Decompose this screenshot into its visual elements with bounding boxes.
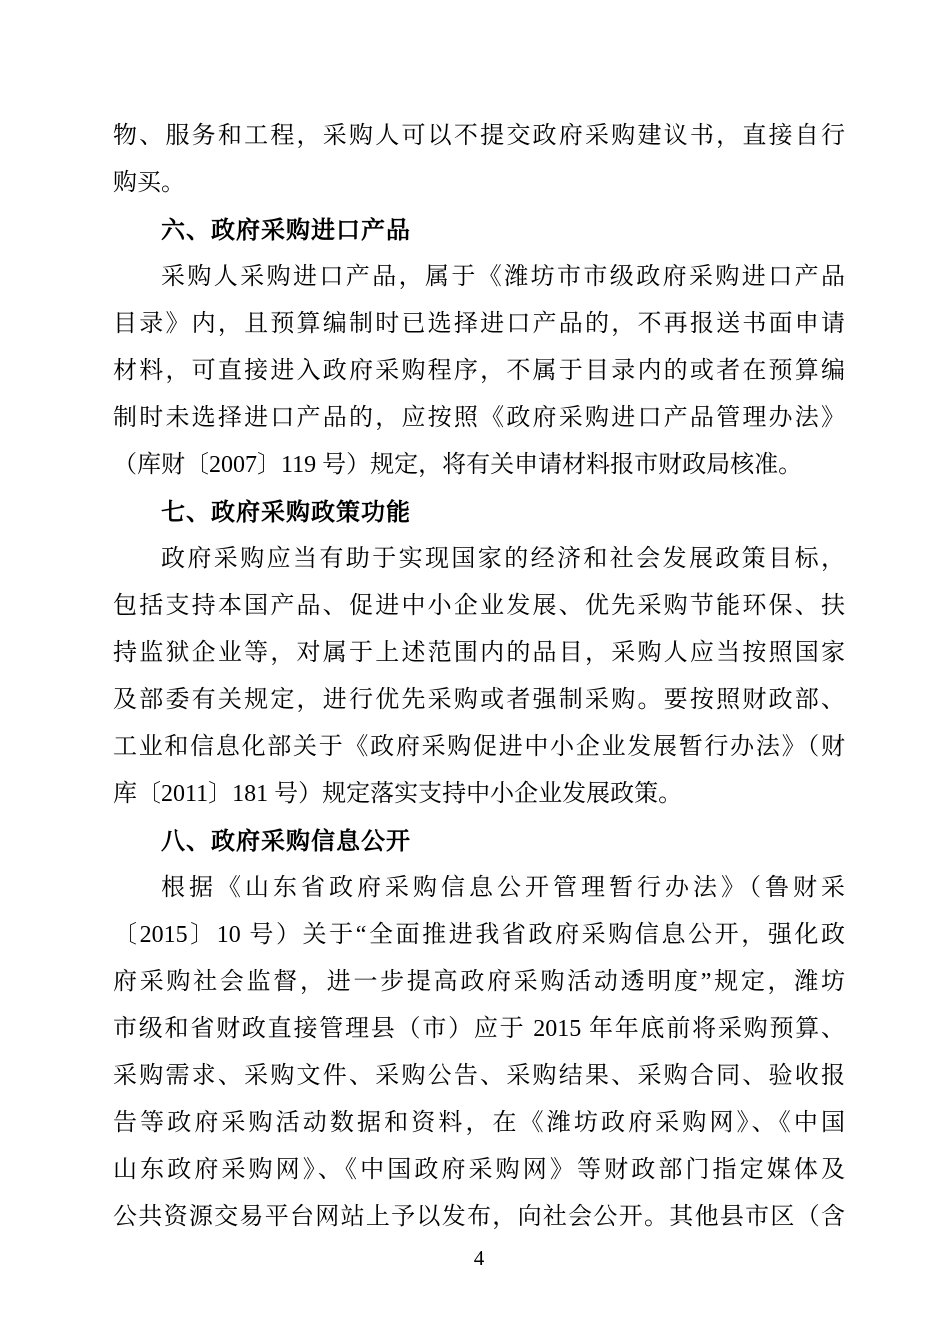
text-line: 政府采购应当有助于实现国家的经济和社会发展政策目标， [161, 546, 845, 572]
text-line: 及部委有关规定，进行优先采购或者强制采购。要按照财政部、 [113, 687, 845, 713]
text-line: 采购人采购进口产品，属于《潍坊市市级政府采购进口产品 [161, 264, 845, 290]
section-heading-six: 六、政府采购进口产品 [161, 217, 411, 244]
text-line: 采购需求、采购文件、采购公告、采购结果、采购合同、验收报 [113, 1063, 845, 1089]
text-line: 工业和信息化部关于《政府采购促进中小企业发展暂行办法》（财 [113, 734, 845, 760]
text-line: 目录》内，且预算编制时已选择进口产品的，不再报送书面申请 [113, 311, 845, 337]
section-heading-seven: 七、政府采购政策功能 [161, 499, 411, 526]
text-line: 根据《山东省政府采购信息公开管理暂行办法》（鲁财采 [161, 875, 845, 901]
text-line: 包括支持本国产品、促进中小企业发展、优先采购节能环保、扶 [113, 593, 845, 619]
text-line: 府采购社会监督，进一步提高政府采购活动透明度”规定，潍坊 [113, 969, 845, 995]
document-body [113, 113, 845, 1241]
section-heading-eight: 八、政府采购信息公开 [161, 828, 411, 855]
text-line: （库财〔2007〕119 号）规定，将有关申请材料报市财政局核准。 [113, 452, 803, 478]
text-line: 物、服务和工程，采购人可以不提交政府采购建议书，直接自行 [113, 123, 845, 149]
text-line: 制时未选择进口产品的，应按照《政府采购进口产品管理办法》 [113, 405, 845, 431]
text-line: 持监狱企业等，对属于上述范围内的品目，采购人应当按照国家 [113, 640, 845, 666]
text-line: 购买。 [113, 170, 185, 196]
text-line: 库〔2011〕181 号）规定落实支持中小企业发展政策。 [113, 781, 683, 807]
text-line: 告等政府采购活动数据和资料，在《潍坊政府采购网》、《中国 [113, 1110, 845, 1136]
text-line: 材料，可直接进入政府采购程序，不属于目录内的或者在预算编 [113, 358, 845, 384]
text-line: 山东政府采购网》、《中国政府采购网》等财政部门指定媒体及 [113, 1157, 845, 1183]
page-number: 4 [473, 1246, 485, 1270]
text-line: 公共资源交易平台网站上予以发布，向社会公开。其他县市区（含 [113, 1204, 845, 1230]
text-line: 〔2015〕10 号）关于“全面推进我省政府采购信息公开，强化政 [113, 922, 845, 948]
text-line: 市级和省财政直接管理县（市）应于 2015 年年底前将采购预算、 [113, 1016, 845, 1042]
